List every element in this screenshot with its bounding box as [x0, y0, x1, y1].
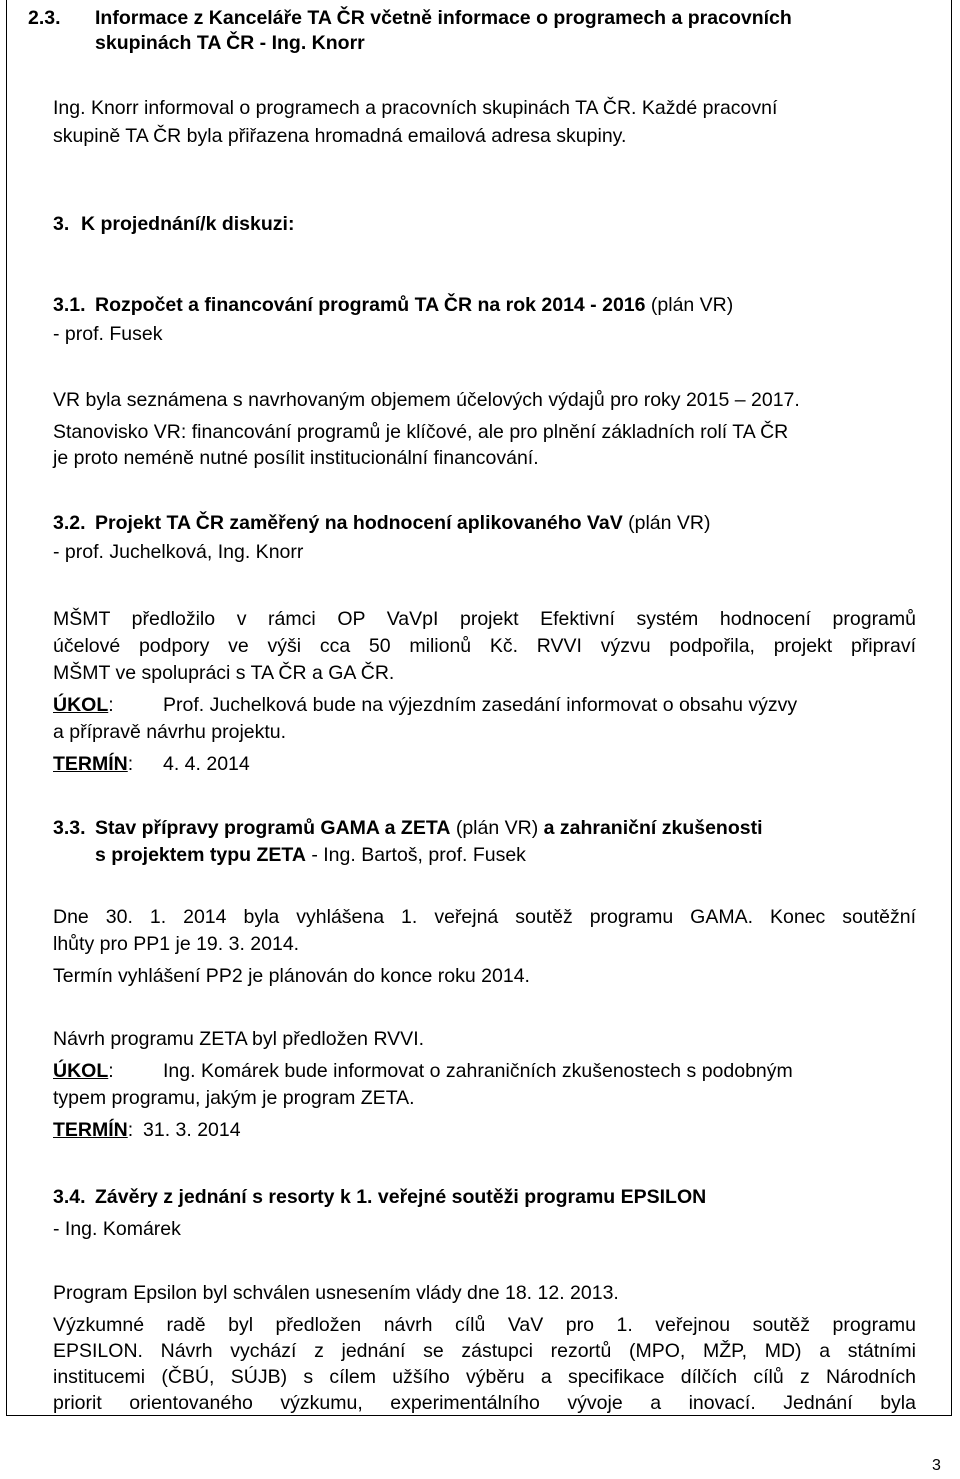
- section-title-tail: - Ing. Bartoš, prof. Fusek: [305, 844, 526, 866]
- paragraph: Stanovisko VR: financování programů je klíčové, ale pro plnění základních rolí TA ČR: [53, 421, 789, 443]
- page-number: 3: [932, 1457, 941, 1474]
- section-number: 3.3.: [53, 817, 86, 839]
- section-title-tail: (plán VR): [645, 294, 734, 316]
- section-title: [95, 816, 763, 840]
- task-text-cont: typem programu, jakým je program ZETA.: [53, 1087, 415, 1109]
- presenter: - Ing. Komárek: [53, 1218, 181, 1240]
- deadline-label: TERMÍN: [53, 1119, 128, 1141]
- section-title-tail: (plán VR): [622, 512, 711, 534]
- paragraph: Ing. Knorr informoval o programech a pracovních skupinách TA ČR. Každé pracovní: [53, 97, 778, 119]
- section-title-bold: Projekt TA ČR zaměřený na hodnocení aplikovaného VaV: [95, 512, 623, 534]
- task-line: ÚKOL: Prof. Juchelková bude na výjezdním zasedání informovat o obsahu výzvy: [53, 694, 798, 716]
- section-title-bold: s projektem typu ZETA: [95, 844, 306, 866]
- section-3-3-title-cont: [95, 843, 526, 867]
- paragraph: priorit orientovaného výzkumu, experimentálního vývoje a inovací. Jednání byla: [53, 1392, 916, 1414]
- paragraph: MŠMT předložilo v rámci OP VaVpI projekt Efektivní systém hodnocení programů: [53, 608, 916, 630]
- paragraph: je proto neméně nutné posílit institucionální financování.: [53, 447, 539, 469]
- task-label: ÚKOL: [53, 694, 109, 716]
- paragraph: MŠMT ve spolupráci s TA ČR a GA ČR.: [53, 662, 395, 684]
- paragraph: Dne 30. 1. 2014 byla vyhlášena 1. veřejná soutěž programu GAMA. Konec soutěžní: [53, 906, 916, 928]
- presenter: - prof. Juchelková, Ing. Knorr: [53, 541, 304, 563]
- section-number: 3.2.: [53, 512, 86, 534]
- paragraph: Návrh programu ZETA byl předložen RVVI.: [53, 1028, 425, 1050]
- section-title: [95, 511, 711, 535]
- section-title-bold: a zahraniční zkušenosti: [543, 817, 763, 839]
- presenter: - prof. Fusek: [53, 323, 163, 345]
- section-title-bold: Stav přípravy programů GAMA a ZETA: [95, 817, 451, 839]
- paragraph: institucemi (ČBÚ, SÚJB) s cílem užšího výběru a specifikace dílčích cílů z Národních: [53, 1366, 916, 1388]
- paragraph: Termín vyhlášení PP2 je plánován do konce roku 2014.: [53, 965, 530, 987]
- section-title: Informace z Kanceláře TA ČR včetně informace o programech a pracovních: [95, 7, 792, 29]
- task-line: ÚKOL: Ing. Komárek bude informovat o zahraničních zkušenostech s podobným: [53, 1060, 793, 1082]
- paragraph: lhůty pro PP1 je 19. 3. 2014.: [53, 933, 300, 955]
- section-title: K projednání/k diskuzi:: [81, 213, 295, 235]
- task-text-cont: a přípravě návrhu projektu.: [53, 721, 287, 743]
- section-title: [95, 293, 733, 317]
- paragraph: účelové podpory ve výši cca 50 milionů Kč. RVVI výzvu podpořila, projekt připraví: [53, 635, 916, 657]
- task-label: ÚKOL: [53, 1060, 109, 1082]
- deadline-line: TERMÍN: 31. 3. 2014: [53, 1119, 241, 1141]
- section-number: 2.3.: [28, 7, 61, 29]
- section-number: 3.1.: [53, 294, 86, 316]
- section-number: 3.: [53, 213, 70, 235]
- section-number: 3.4.: [53, 1186, 86, 1208]
- paragraph: skupině TA ČR byla přiřazena hromadná emailová adresa skupiny.: [53, 125, 627, 147]
- paragraph: Program Epsilon byl schválen usnesením vlády dne 18. 12. 2013.: [53, 1282, 619, 1304]
- section-title-bold: Rozpočet a financování programů TA ČR na rok 2014 - 2016: [95, 294, 646, 316]
- paragraph: VR byla seznámena s navrhovaným objemem účelových výdajů pro roky 2015 – 2017.: [53, 389, 800, 411]
- deadline-date: 4. 4. 2014: [163, 753, 250, 775]
- task-text: Ing. Komárek bude informovat o zahraničních zkušenostech s podobným: [163, 1060, 793, 1082]
- deadline-line: TERMÍN: 4. 4. 2014: [53, 753, 250, 775]
- section-2-3-title-cont: skupinách TA ČR - Ing. Knorr: [95, 32, 365, 54]
- task-text: Prof. Juchelková bude na výjezdním zasedání informovat o obsahu výzvy: [163, 694, 798, 716]
- deadline-date: 31. 3. 2014: [143, 1119, 241, 1141]
- paragraph: EPSILON. Návrh vychází z jednání se zástupci rezortů (MPO, MŽP, MD) a státními: [53, 1340, 916, 1362]
- paragraph: Výzkumné radě byl předložen návrh cílů VaV pro 1. veřejnou soutěž programu: [53, 1314, 916, 1336]
- deadline-label: TERMÍN: [53, 753, 128, 775]
- section-title: Závěry z jednání s resorty k 1. veřejné soutěži programu EPSILON: [95, 1186, 707, 1208]
- section-title-mid: (plán VR): [450, 817, 544, 839]
